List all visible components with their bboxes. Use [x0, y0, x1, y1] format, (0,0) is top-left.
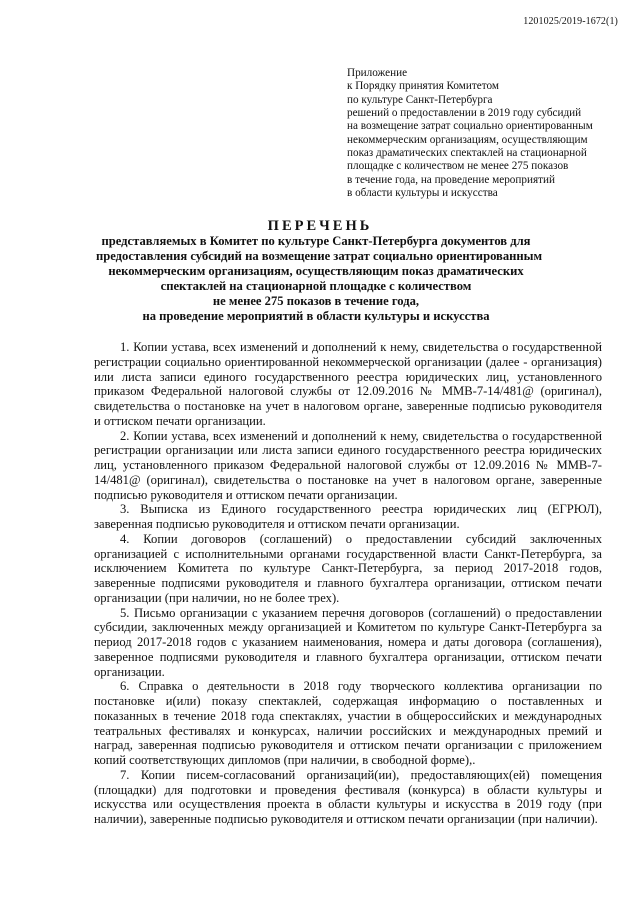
- appendix-line: к Порядку принятия Комитетом: [347, 80, 499, 93]
- subtitle-line: не менее 275 показов в течение года,: [212, 294, 420, 309]
- subtitle-line: представляемых в Комитет по культуре Санкт-Петербурга документов для: [101, 234, 531, 248]
- list-item: 5. Письмо организации с указанием перечня договоров (соглашений) о предоставлении субсидии, заключенных между организацией и Комитетом по культуре Санкт-Петербурга за период 2017-2018 годов с указанием наименования, номера и даты договора (соглашения), заверенное подписями руководителя и главного бухгалтера организации, оттиском печати организации.: [94, 605, 602, 679]
- appendix-line: некоммерческим организациям, осуществляющим: [347, 133, 588, 146]
- appendix-line: в области культуры и искусства: [347, 187, 498, 200]
- list-item: 1. Копии устава, всех изменений и дополнений к нему, свидетельства о государственной регистрации социально ориентированной некоммерческой организации (далее - организация) или листа записи единого государственного реестра юридических лиц, установленного приказом Федеральной налоговой службы от 12.09.2016 № ММВ-7-14/481@ (оригинал), свидетельства о постановке на учет в налоговом органе, заверенные подписью руководителя и оттиском печати организации.: [94, 340, 602, 428]
- subtitle-line: предоставления субсидий на возмещение затрат социально ориентированным: [96, 249, 543, 264]
- appendix-line: в течение года, на проведение мероприятий: [347, 173, 555, 186]
- appendix-line: площадке с количеством не менее 275 показов: [347, 160, 569, 173]
- list-item: 2. Копии устава, всех изменений и дополнений к нему, свидетельства о государственной регистрации организации или листа записи единого государственного реестра юридических лиц, установленного приказом Федеральной налоговой службы от 12.09.2016 № ММВ-7-14/481@ (оригинал), свидетельства о постановке на учет в налоговом органе, заверенные подписью руководителя и оттиском печати организации.: [94, 428, 602, 502]
- subtitle-line: некоммерческим организациям, осуществляющим показ драматических: [108, 264, 524, 279]
- subtitle-line: на проведение мероприятий в области культуры и искусства: [142, 309, 490, 324]
- list-item: 7. Копии писем-согласований организаций(ии), предоставляющих(ей) помещения (площадки) для подготовки и проведения фестиваля (конкурса) в области культуры и искусства или осуществления проекта в области культуры и искусства в 2019 году (при наличии), заверенные подписью руководителя и оттиском печати организации (при наличии).: [94, 767, 602, 826]
- document-number: 1201025/2019-1672(1): [523, 16, 618, 27]
- appendix-line: решений о предоставлении в 2019 году субсидий: [347, 107, 582, 120]
- appendix-line: по культуре Санкт-Петербурга: [347, 93, 493, 106]
- subtitle-line: спектаклей на стационарной площадке с количеством: [160, 279, 472, 294]
- list-item: 4. Копии договоров (соглашений) о предоставлении субсидий заключенных организацией с исполнительными органами государственной власти Санкт-Петербурга, за исключением Комитета по культуре Санкт-Петербурга, за период 2017-2018 годов, заверенные подписями руководителя и главного бухгалтера организации, оттиском печати организации (при наличии, но не более трех).: [94, 531, 602, 605]
- list-item: 3. Выписка из Единого государственного реестра юридических лиц (ЕГРЮЛ), заверенная подписью руководителя и оттиском печати организации.: [94, 502, 602, 531]
- appendix-line: на возмещение затрат социально ориентированным: [347, 120, 593, 133]
- appendix-line: показ драматических спектаклей на стационарной: [347, 147, 587, 160]
- appendix-line: Приложение: [347, 67, 408, 79]
- appendix-note: [347, 67, 617, 200]
- document-title: ПЕРЕЧЕНЬ: [267, 218, 373, 234]
- list-item: 6. Справка о деятельности в 2018 году творческого коллектива организации по постановке и(или) показу спектаклей, содержащая информацию о поставленных и показанных в течение 2018 года спектаклях, участии в общероссийских и международных театральных фестивалях и конкурсах, наличии российских и международных премий и наград, заверенная подписью руководителя и оттиском печати организации с приложением копий соответствующих дипломов (при наличии, в свободной форме),.: [94, 679, 602, 767]
- document-body: [94, 340, 602, 827]
- document-subtitle: [96, 234, 543, 325]
